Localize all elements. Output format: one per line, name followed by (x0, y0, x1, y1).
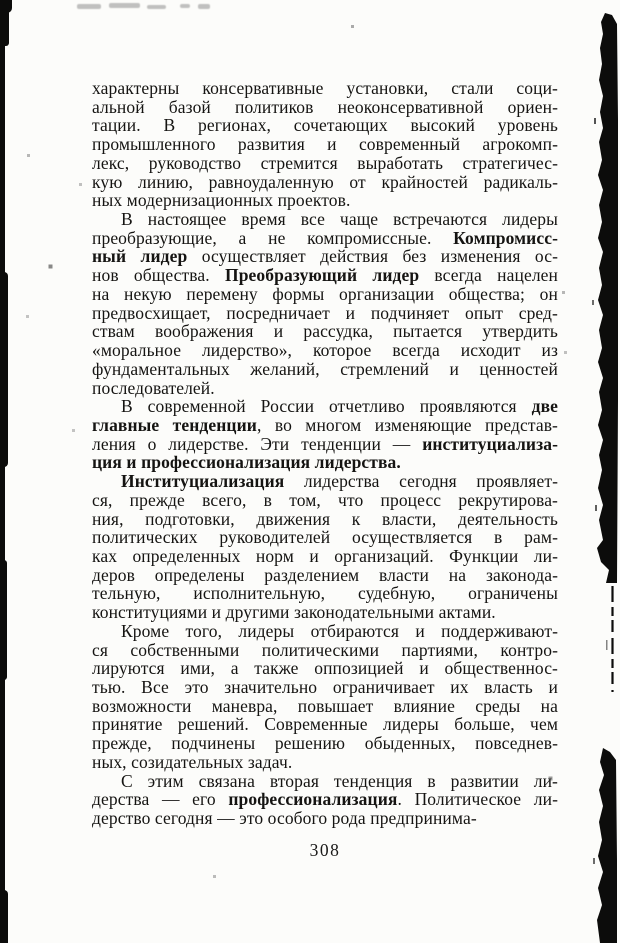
text-run: всегда нацелен (419, 265, 558, 286)
text-run: деров определены разделением власти на законода- (92, 564, 558, 585)
bold-text-run: институциализа- (422, 433, 558, 454)
text-run: тельную, исполнительную, судебную, ограничены (92, 583, 558, 604)
bold-text-run: Компромисс- (453, 227, 558, 248)
text-run: осуществляет действия без изменения ос- (187, 246, 558, 267)
text-run: ся собственными политическими партиями, контро- (92, 639, 558, 660)
bold-text-run: профессионализация (228, 789, 398, 810)
text-run: . Политическое ли- (397, 789, 558, 810)
text-run: «моральное лидерство», которое всегда исходит из (92, 340, 558, 361)
text-run: лекс, руководство стремится выработать стратегичес- (92, 152, 558, 173)
text-run: прежде, подчинены решению обыденных, повседнев- (92, 733, 558, 754)
text-run: В современной России отчетливо проявляются (121, 396, 532, 417)
text-run: ния, подготовки, движения к власти, деятельность (92, 508, 558, 529)
text-run: ления о лидерстве. Эти тенденции — (92, 433, 423, 454)
text-run: фундаментальных желаний, стремлений и ценностей (92, 358, 558, 379)
bold-text-run: Преобразующий лидер (225, 265, 420, 286)
text-run: С этим связана вторая тенденция в развитии ли- (121, 770, 558, 791)
text-run: характерны консервативные установки, стали соци- (92, 78, 558, 98)
text-run: ках определенных норм и организаций. Функции ли- (92, 545, 558, 566)
text-run: ствам воображения и рассудка, пытается утвердить (92, 321, 558, 342)
text-run: кую линию, равноудаленную от крайностей радикаль- (92, 171, 558, 192)
text-run: В настоящее время все чаще встречаются лидеры (121, 209, 558, 230)
text-run: промышленного развития и современный агрокомп- (92, 134, 558, 155)
bold-text-run: Институциализация (121, 471, 285, 492)
bold-text-run: две (531, 396, 558, 417)
bold-text-run: главные тенденции (92, 414, 257, 435)
text-run: на некую перемену формы организации общества; он (92, 283, 558, 304)
text-run: лидерства сегодня проявляет- (284, 471, 558, 492)
text-run: ся, прежде всего, в том, что процесс рекрутирова- (92, 489, 558, 510)
text-run: тации. В регионах, сочетающих высокий уровень (92, 115, 558, 136)
text-run: Кроме того, лидеры отбираются и поддерживают- (121, 620, 558, 641)
text-run: ных, созидательных задач. (92, 751, 293, 772)
text-run: дерства — его (92, 789, 229, 810)
text-run: альной базой политиков неоконсервативной ориен- (92, 96, 558, 117)
text-run: дерство сегодня — это особого рода предпринима- (92, 808, 477, 829)
page-number: 308 (309, 840, 341, 860)
bold-text-run: ный лидер (92, 246, 188, 267)
bold-text-run: ция и профессионализация лидерства. (92, 452, 401, 473)
text-run: ных модернизационных проектов. (92, 190, 351, 211)
text-run: предвосхищает, посредничает и подчиняет опыт сред- (92, 302, 558, 323)
text-run: лируются ими, а также оппозицией и общественнос- (92, 658, 558, 679)
text-run: тью. Все это значительно ограничивает их власть и (92, 677, 558, 697)
text-run: принятие решений. Современные лидеры больше, чем (92, 714, 558, 735)
text-run: политических руководителей осуществляется в рам- (92, 527, 558, 548)
text-run: последователей. (92, 377, 215, 398)
text-run: возможности маневра, повышает влияние среды на (92, 695, 558, 716)
text-run: , во многом изменяющие представ- (256, 414, 558, 435)
text-run: преобразующие, а не компромиссные. (92, 227, 454, 248)
text-run: конституциями и другими законодательными актами. (92, 602, 496, 623)
text-run: нов общества. (92, 265, 226, 286)
